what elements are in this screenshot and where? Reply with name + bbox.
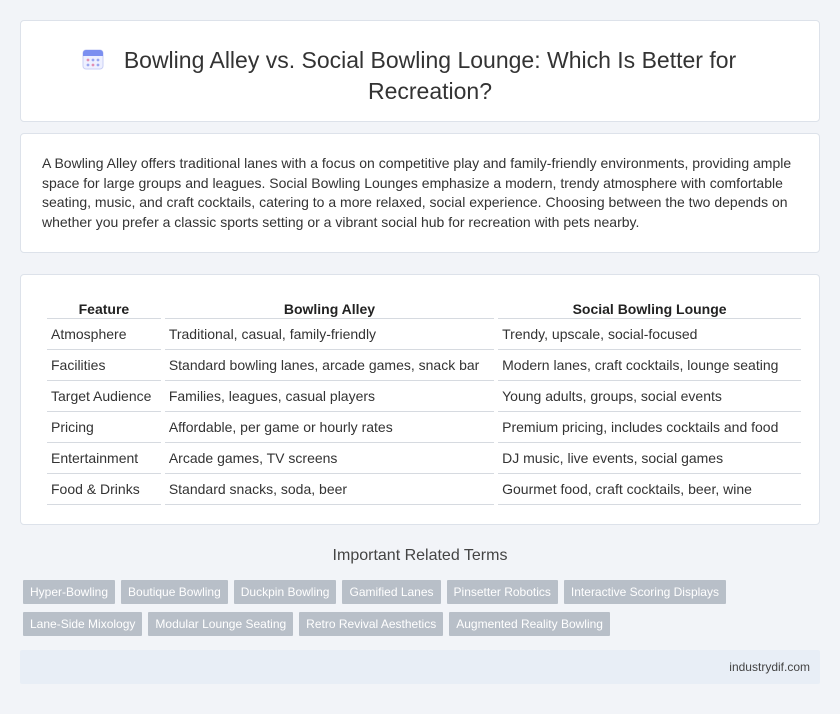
table-row — [47, 412, 801, 443]
related-terms-heading: Important Related Terms — [332, 547, 508, 564]
table-cell: Facilities — [47, 350, 161, 381]
table-cell: Standard bowling lanes, arcade games, snack bar — [165, 350, 494, 381]
table-cell: Modern lanes, craft cocktails, lounge seating — [498, 350, 801, 381]
table-cell: Standard snacks, soda, beer — [165, 474, 494, 505]
footer-site-link[interactable]: industrydif.com — [729, 660, 810, 674]
intro-paragraph: A Bowling Alley offers traditional lanes with a focus on competitive play and family-friendly environments, providing ample space for large groups and leagues. Social Bowling Lounges emphasize a modern, trendy atmosphere with comfortable seating, music, and craft cocktails, catering to a more relaxed, social experience. Choosing between the two depends on whether you prefer a classic sports setting or a vibrant social hub for recreation with pets nearby. — [42, 155, 792, 230]
term-tag[interactable]: Duckpin Bowling — [234, 580, 337, 604]
footer — [20, 650, 820, 684]
table-cell: Pricing — [47, 412, 161, 443]
table-row — [47, 443, 801, 474]
term-tag[interactable]: Pinsetter Robotics — [447, 580, 558, 604]
term-tag[interactable]: Interactive Scoring Displays — [564, 580, 726, 604]
table-cell: Arcade games, TV screens — [165, 443, 494, 474]
table-cell: Trendy, upscale, social-focused — [498, 319, 801, 350]
table-row — [47, 319, 801, 350]
term-tag[interactable]: Boutique Bowling — [121, 580, 228, 604]
related-terms-row-1 — [23, 580, 823, 604]
page-title: Bowling Alley vs. Social Bowling Lounge: Which Is Better for Recreation? — [123, 47, 737, 104]
table-cell: Gourmet food, craft cocktails, beer, wine — [498, 474, 801, 505]
table-cell: Food & Drinks — [47, 474, 161, 505]
term-tag[interactable]: Lane-Side Mixology — [23, 612, 142, 636]
related-terms-row-2 — [23, 612, 823, 636]
table-row — [47, 381, 801, 412]
term-tag[interactable]: Augmented Reality Bowling — [449, 612, 610, 636]
intro-card — [20, 133, 820, 253]
column-header-social-lounge: Social Bowling Lounge — [498, 297, 801, 319]
term-tag[interactable]: Hyper-Bowling — [23, 580, 115, 604]
column-header-bowling-alley: Bowling Alley — [165, 297, 494, 319]
comparison-card — [20, 274, 820, 525]
table-header-row — [47, 297, 801, 319]
term-tag[interactable]: Modular Lounge Seating — [148, 612, 293, 636]
table-cell: Traditional, casual, family-friendly — [165, 319, 494, 350]
table-cell: Young adults, groups, social events — [498, 381, 801, 412]
table-cell: Target Audience — [47, 381, 161, 412]
table-cell: Families, leagues, casual players — [165, 381, 494, 412]
title-card — [20, 20, 820, 122]
term-tag[interactable]: Retro Revival Aesthetics — [299, 612, 443, 636]
column-header-feature: Feature — [47, 297, 161, 319]
table-cell: Premium pricing, includes cocktails and food — [498, 412, 801, 443]
comparison-table — [43, 297, 805, 505]
table-cell: DJ music, live events, social games — [498, 443, 801, 474]
table-cell: Affordable, per game or hourly rates — [165, 412, 494, 443]
table-cell: Entertainment — [47, 443, 161, 474]
table-cell: Atmosphere — [47, 319, 161, 350]
table-row — [47, 350, 801, 381]
term-tag[interactable]: Gamified Lanes — [342, 580, 440, 604]
table-row — [47, 474, 801, 505]
